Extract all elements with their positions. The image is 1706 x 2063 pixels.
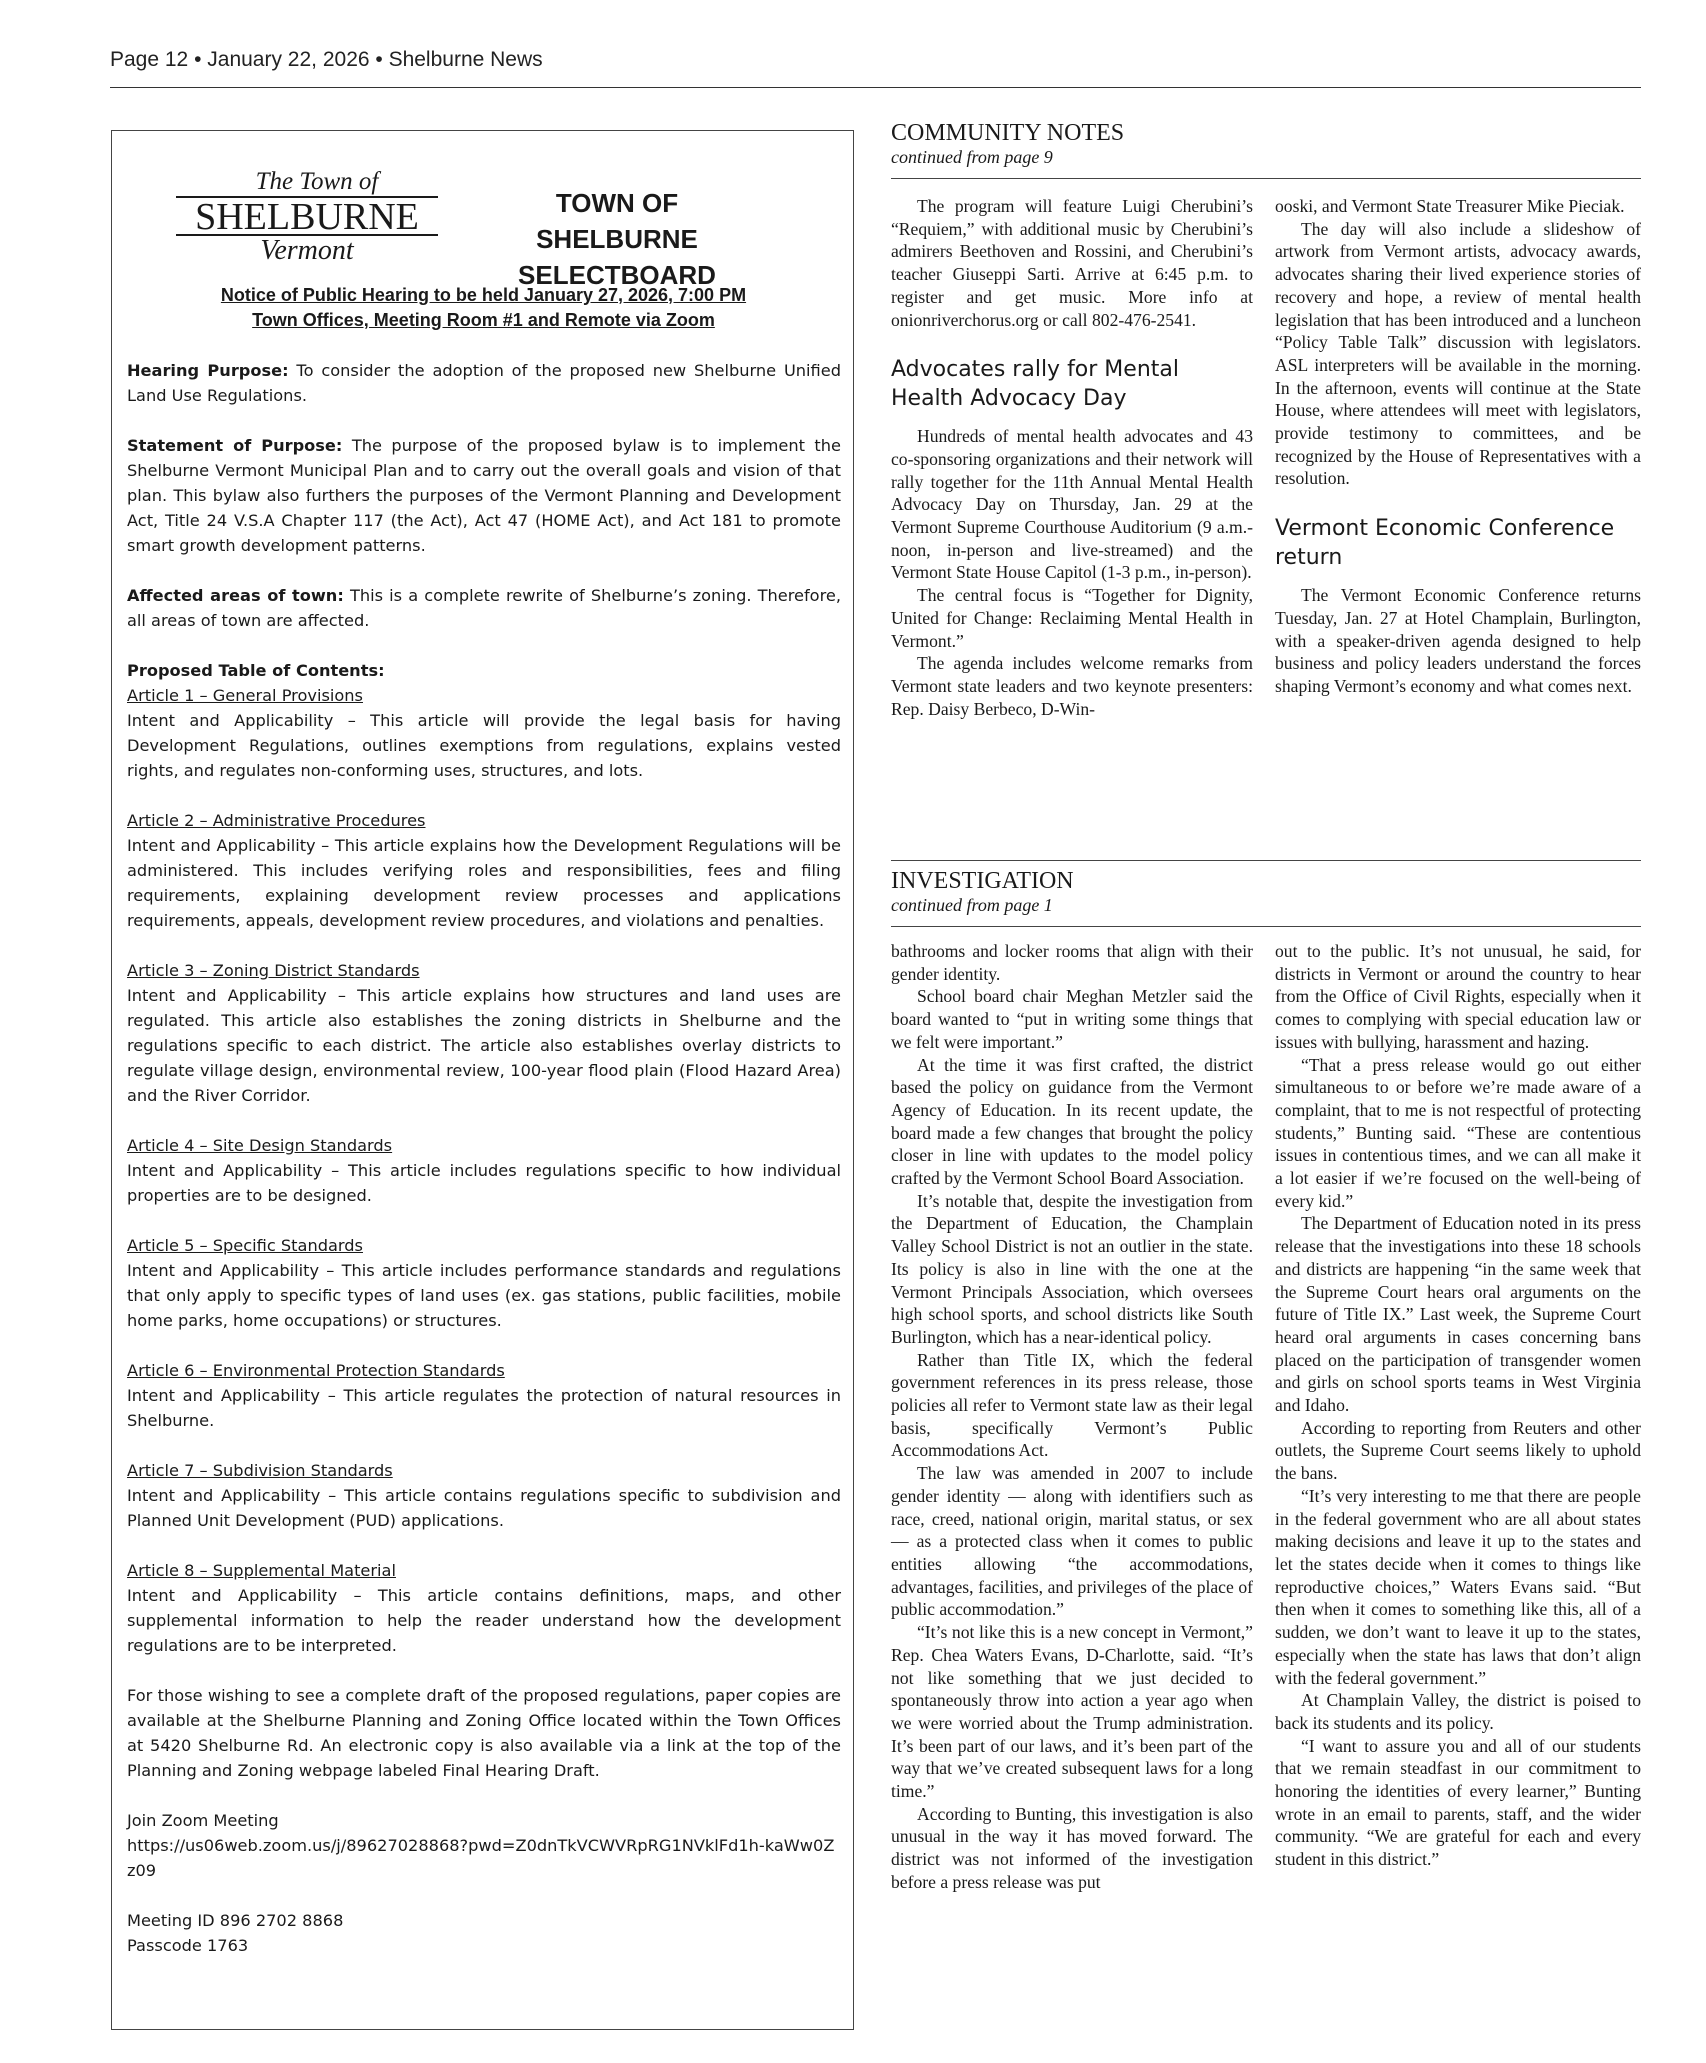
hearing-date-line: Notice of Public Hearing to be held January 27, 2026, 7:00 PM: [220, 285, 747, 305]
article-text: Intent and Applicability – This article contains regulations specific to subdivision and Planned Unit Development (PUD) applications.: [127, 1486, 841, 1530]
article-heading: Article 2 – Administrative Procedures: [127, 811, 426, 830]
headline-mental-health: Advocates rally for Mental Health Advocacy Day: [891, 357, 1179, 412]
article-heading: Article 4 – Site Design Standards: [127, 1136, 393, 1155]
continued-line: continued from page 1: [891, 895, 1053, 915]
hearing-purpose: [127, 358, 841, 408]
paper-copies-info: For those wishing to see a complete draft of the proposed regulations, paper copies are available at the Shelburne Planning and Zoning Office located within the Town Offices at 5420 Shelburne Rd. An electronic copy is also available via a link at the top of the Planning and Zoning webpage labeled Final Hearing Draft.: [127, 1686, 841, 1780]
meeting-credentials: [127, 1908, 841, 1958]
toc-article-7: [127, 1458, 841, 1533]
hearing-purpose-label: Hearing Purpose:: [127, 361, 289, 380]
community-notes-header: [891, 120, 1641, 168]
paragraph: “It’s not like this is a new concept in Vermont,” Rep. Chea Waters Evans, D-Charlotte, said. “It’s not like something that we just decided to spontaneously throw into action a year ago when we were worried about the Trump administration. It’s been part of our laws, and it’s been part of the way that we’ve created subsequent laws for a long time.”: [891, 1622, 1253, 1802]
paragraph: According to reporting from Reuters and other outlets, the Supreme Court seems likely to uphold the bans.: [1275, 1417, 1641, 1484]
paragraph: The Department of Education noted in its press release that the investigations into these 18 schools and districts are happening “in the same week that the Supreme Court hears oral arguments on the future of Title IX.” Last week, the Supreme Court heard oral arguments in cases concerning bans placed on the participation of transgender women and girls on school sports teams in West Virginia and Idaho.: [1275, 1213, 1641, 1416]
notice-title: [472, 185, 762, 293]
article-heading: Article 6 – Environmental Protection Standards: [127, 1361, 505, 1380]
statement-of-purpose: [127, 433, 841, 558]
article-text: Intent and Applicability – This article contains definitions, maps, and other supplemental information to help the reader understand how the development regulations are to be interpreted.: [127, 1586, 841, 1655]
section-divider: [891, 926, 1641, 927]
toc-article-4: [127, 1133, 841, 1208]
paragraph: bathrooms and locker rooms that align with their gender identity.: [891, 941, 1253, 984]
statement-label: Statement of Purpose:: [127, 436, 343, 455]
article-text: Intent and Applicability – This article explains how structures and land uses are regulated. This article also establishes the zoning districts in Shelburne and the regulations specific to each district. The article also establishes overlay districts to regulate village design, environmental review, 100-year flood plain (Flood Hazard Area) and the River Corridor.: [127, 986, 841, 1105]
statement-text: The purpose of the proposed bylaw is to implement the Shelburne Vermont Municipal Plan and to carry out the overall goals and vision of that plan. This bylaw also furthers the purposes of the Vermont Planning and Development Act, Title 24 V.S.A Chapter 117 (the Act), Act 47 (HOME Act), and Act 181 to promote smart growth development patterns.: [127, 436, 841, 555]
toc-article-8: [127, 1558, 841, 1658]
paragraph: out to the public. It’s not unusual, he said, for districts in Vermont or around the country to hear from the Office of Civil Rights, especially when it comes to complying with special education law or issues with bullying, harassment and hazing.: [1275, 941, 1641, 1052]
paragraph: At Champlain Valley, the district is poised to back its students and its policy.: [1275, 1690, 1641, 1733]
article-heading: Article 8 – Supplemental Material: [127, 1561, 396, 1580]
notice-title-line2: SELECTBOARD: [518, 260, 716, 290]
paragraph: The Vermont Economic Conference returns Tuesday, Jan. 27 at Hotel Champlain, Burlington, with a speaker-driven agenda designed to help business and policy leaders understand the forces shaping Vermont’s economy and what comes next.: [1275, 585, 1641, 696]
paragraph: The program will feature Luigi Cherubini’s “Requiem,” with additional music by Cherubini’s admirers Beethoven and Rossini, and Cherubini’s teacher Giuseppi Sarti. Arrive at 6:45 p.m. to register and get music. More info at onionriverchorus.org or call 802-476-2541.: [891, 196, 1253, 330]
section-divider-top: [891, 860, 1641, 861]
logo-line-shelburne: SHELBURNE: [195, 196, 419, 238]
shelburne-logo: [172, 167, 442, 265]
section-title: COMMUNITY NOTES: [891, 120, 1125, 146]
toc-article-1: [127, 658, 841, 783]
hearing-purpose-text: To consider the adoption of the proposed new Shelburne Unified Land Use Regulations.: [127, 361, 841, 405]
toc-article-6: [127, 1358, 841, 1433]
section-title: INVESTIGATION: [891, 868, 1074, 894]
community-column-1: [891, 195, 1253, 720]
toc-title: Proposed Table of Contents:: [127, 661, 385, 680]
paragraph: ooski, and Vermont State Treasurer Mike Pieciak.: [1275, 196, 1625, 216]
paragraph: According to Bunting, this investigation is also unusual in the way it has moved forward. The district was not informed of the investigation before a press release was put: [891, 1803, 1253, 1892]
paragraph: Rather than Title IX, which the federal government references in its press release, those policies all refer to Vermont state law as their legal basis, specifically Vermont’s Public Accommodations Act.: [891, 1349, 1253, 1461]
paragraph: At the time it was first crafted, the district based the policy on guidance from the Vermont Agency of Education. In its recent update, the board made a few changes that brought the policy closer in line with updates to the model policy crafted by the Vermont School Board Association.: [891, 1054, 1253, 1189]
notice-title-line1: TOWN OF SHELBURNE: [536, 188, 698, 254]
paragraph: The central focus is “Together for Dignity, United for Change: Reclaiming Mental Health in Vermont.”: [891, 585, 1253, 651]
article-text: Intent and Applicability – This article explains how the Development Regulations will be administered. This includes verifying roles and responsibilities, fees and filing requirements, explaining development review processes and applications requirements, appeals, development review procedures, and violations and penalties.: [127, 836, 841, 930]
affected-text: This is a complete rewrite of Shelburne’s zoning. Therefore, all areas of town are affected.: [127, 586, 841, 630]
investigation-header: [891, 868, 1641, 916]
section-divider: [891, 178, 1641, 179]
article-text: Intent and Applicability – This article includes performance standards and regulations that only apply to specific types of land uses (ex. gas stations, public facilities, mobile home parks, home occupations) or structures.: [127, 1261, 841, 1330]
toc-article-5: [127, 1233, 841, 1333]
article-text: Intent and Applicability – This article regulates the protection of natural resources in Shelburne.: [127, 1386, 841, 1430]
hearing-location-line: Town Offices, Meeting Room #1 and Remote via Zoom: [252, 310, 715, 330]
investigation-column-2: [1275, 940, 1641, 1871]
header-divider: [110, 87, 1641, 88]
zoom-link[interactable]: https://us06web.zoom.us/j/89627028868?pwd=Z0dnTkVCWVRpRG1NVklFd1h-kaWw0Zz09: [127, 1836, 835, 1880]
meeting-id: Meeting ID 896 2702 8868: [127, 1911, 344, 1930]
paragraph: “That a press release would go out either simultaneous to or before we’re made aware of a complaint, that to me is not respectful of protecting students,” Bunting said. “These are contentious issues in contentious times, and we can all make it a lot easier if we’re focused on the well-being of every kid.”: [1275, 1054, 1641, 1211]
paragraph: The agenda includes welcome remarks from Vermont state leaders and two keynote presenters: Rep. Daisy Berbeco, D-Win-: [891, 653, 1253, 719]
public-hearing-notice: [111, 130, 854, 2030]
article-text: Intent and Applicability – This article includes regulations specific to how individual properties are to be designed.: [127, 1161, 841, 1205]
article-heading: Article 1 – General Provisions: [127, 686, 363, 705]
article-heading: Article 3 – Zoning District Standards: [127, 961, 420, 980]
logo-line-vermont: Vermont: [260, 235, 354, 265]
paragraph: “It’s very interesting to me that there are people in the federal government who are all about states making decisions and leave it up to the states and let the states decide when it comes to things like reproductive choices,” Waters Evans said. “But then when it comes to something like this, all of a sudden, we don’t want to leave it up to the states, especially when the state has laws that don’t align with the federal government.”: [1275, 1485, 1641, 1688]
logo-line-town: The Town of: [255, 168, 379, 195]
zoom-label: Join Zoom Meeting: [127, 1811, 279, 1830]
notice-subheading: [112, 283, 855, 333]
zoom-info: [127, 1808, 841, 1883]
notice-body: [127, 358, 841, 1958]
community-column-2: [1275, 195, 1641, 698]
paragraph: School board chair Meghan Metzler said the board wanted to “put in writing some things that we felt were important.”: [891, 986, 1253, 1052]
headline-economic-conference: Vermont Economic Conference return: [1275, 516, 1615, 571]
investigation-column-1: [891, 940, 1253, 1894]
article-text: Intent and Applicability – This article will provide the legal basis for having Development Regulations, outlines exemptions from regulations, explains vested rights, and regulates non-conforming uses, structures, and lots.: [127, 711, 841, 780]
paragraph: Hundreds of mental health advocates and 43 co-sponsoring organizations and their network will rally together for the 11th Annual Mental Health Advocacy Day on Thursday, Jan. 29 at the Vermont Supreme Courthouse Auditorium (9 a.m.-noon, in-person and live-streamed) and the Vermont State House Capitol (1-3 p.m., in-person).: [891, 426, 1253, 583]
toc-article-2: [127, 808, 841, 933]
paragraph: “I want to assure you and all of our students that we remain steadfast in our commitment to honoring the identities of every learner,” Bunting wrote in an email to parents, staff, and the wider community. “We are grateful for each and every student in this district.”: [1275, 1735, 1641, 1870]
affected-areas: [127, 583, 841, 633]
continued-line: continued from page 9: [891, 147, 1053, 167]
paragraph: The law was amended in 2007 to include gender identity — along with identifiers such as race, creed, national origin, marital status, or sex — as a protected class when it comes to public entities allowing “the accommodations, advantages, facilities, and privileges of the place of public accommodation.”: [891, 1463, 1253, 1620]
paragraph: It’s notable that, despite the investigation from the Department of Education, the Champlain Valley School District is not an outlier in the state. Its policy is also in line with the one at the Vermont Principals Association, which oversees high school sports, and school districts like South Burlington, which has a near-identical policy.: [891, 1190, 1253, 1347]
article-heading: Article 7 – Subdivision Standards: [127, 1461, 393, 1480]
affected-label: Affected areas of town:: [127, 586, 344, 605]
toc-article-3: [127, 958, 841, 1108]
article-heading: Article 5 – Specific Standards: [127, 1236, 363, 1255]
meeting-passcode: Passcode 1763: [127, 1936, 249, 1955]
page-header: Page 12 • January 22, 2026 • Shelburne News: [110, 48, 543, 71]
paragraph: The day will also include a slideshow of artwork from Vermont artists, advocacy awards, advocates sharing their lived experience stories of recovery and hope, a review of mental health legislation that has been introduced and a luncheon “Policy Table Talk” discussion with legislators. ASL interpreters will be available in the morning. In the afternoon, events will continue at the State House, where attendees will meet with legislators, provide testimony to committees, and be recognized by the House of Representatives with a resolution.: [1275, 218, 1641, 489]
